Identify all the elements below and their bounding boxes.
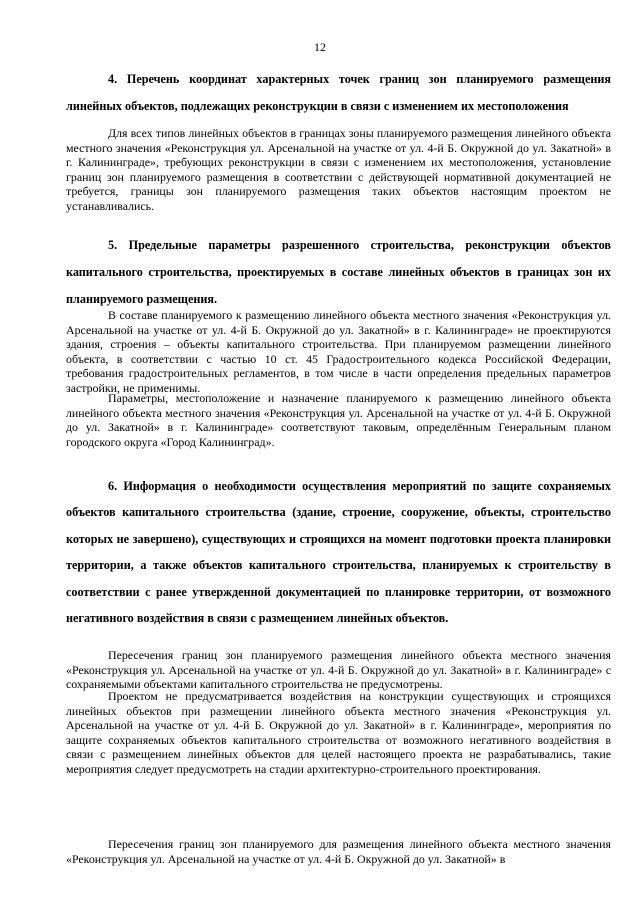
section-6-heading: 6. Информация о необходимости осуществления мероприятий по защите сохраняемых объектов капитального строительства (здание, строение, сооружение, объекты, строительство которых не завершено), существующих и строящихся на момент подготовки проекта планировки территории, а также объектов капитального строительства, планируемых к строительству в соответствии с ранее утвержденной документацией по планировке территории, от возможного негативного воздействия в связи с размещением линейных объектов. <box>66 479 611 626</box>
section-5-heading: 5. Предельные параметры разрешенного строительства, реконструкции объектов капитального строительства, проектируемых в составе линейных объектов в границах зон их планируемого размещения. <box>66 238 611 306</box>
section-6-paragraph-3: Пересечения границ зон планируемого для размещения линейного объекта местного значения «Реконструкция ул. Арсенальной на участке от ул. 4-й Б. Окружной до ул. Закатной» в <box>66 837 611 866</box>
section-4-heading: 4. Перечень координат характерных точек границ зон планируемого размещения линейных объектов, подлежащих реконструкции в связи с изменением их местоположения <box>66 72 611 113</box>
section-4-paragraph: Для всех типов линейных объектов в границах зоны планируемого размещения линейного объекта местного значения «Реконструкция ул. Арсенальной на участке от ул. 4-й Б. Окружной до ул. Закатной» в г. Калининграде», требующих реконструкции в связи с изменением их местоположения, установление границ зон планируемого размещения в соответствии с действующей нормативной документацией не требуется, границы зон планируемого размещения таких объектов настоящим проектом не устанавливались. <box>66 126 611 213</box>
section-5-paragraph-1: В составе планируемого к размещению линейного объекта местного значения «Реконструкция ул. Арсенальной на участке от ул. 4-й Б. Окружной до ул. Закатной» в г. Калининграде» не проектируются здания, строения – объекты капитального строительства. При планируемом размещении линейного объекта, в соответствии с частью 10 ст. 45 Градостроительного кодекса Российской Федерации, требования градостроительных регламентов, в том числе в части определения предельных параметров застройки, не применимы. <box>66 308 611 395</box>
page-number: 12 <box>314 40 326 54</box>
section-5-paragraph-2: Параметры, местоположение и назначение планируемого к размещению линейного объекта линейного объекта местного значения «Реконструкция ул. Арсенальной на участке от ул. 4-й Б. Окружной до ул. Закатной» в г. Калининграде» соответствуют таковым, определённым Генеральным планом городского округа «Город Калининград». <box>66 391 611 449</box>
section-6-paragraph-1: Пересечения границ зон планируемого размещения линейного объекта местного значения «Реконструкция ул. Арсенальной на участке от ул. 4-й Б. Окружной до ул. Закатной» в г. Калининграде» с сохраняемыми объектами капитального строительства не предусмотрены. <box>66 648 611 691</box>
section-6-paragraph-2: Проектом не предусматривается воздействия на конструкции существующих и строящихся линейных объектов при размещении линейного объекта местного значения «Реконструкция ул. Арсенальной на участке от ул. 4-й Б. Окружной до ул. Закатной» в г. Калининграде», мероприятия по защите сохраняемых объектов капитального строительства от возможного негативного воздействия в связи с размещением линейных объектов для целей настоящего проекта не разрабатывались, такие мероприятия следует предусмотреть на стадии архитектурно-строительного проектирования. <box>66 689 611 776</box>
